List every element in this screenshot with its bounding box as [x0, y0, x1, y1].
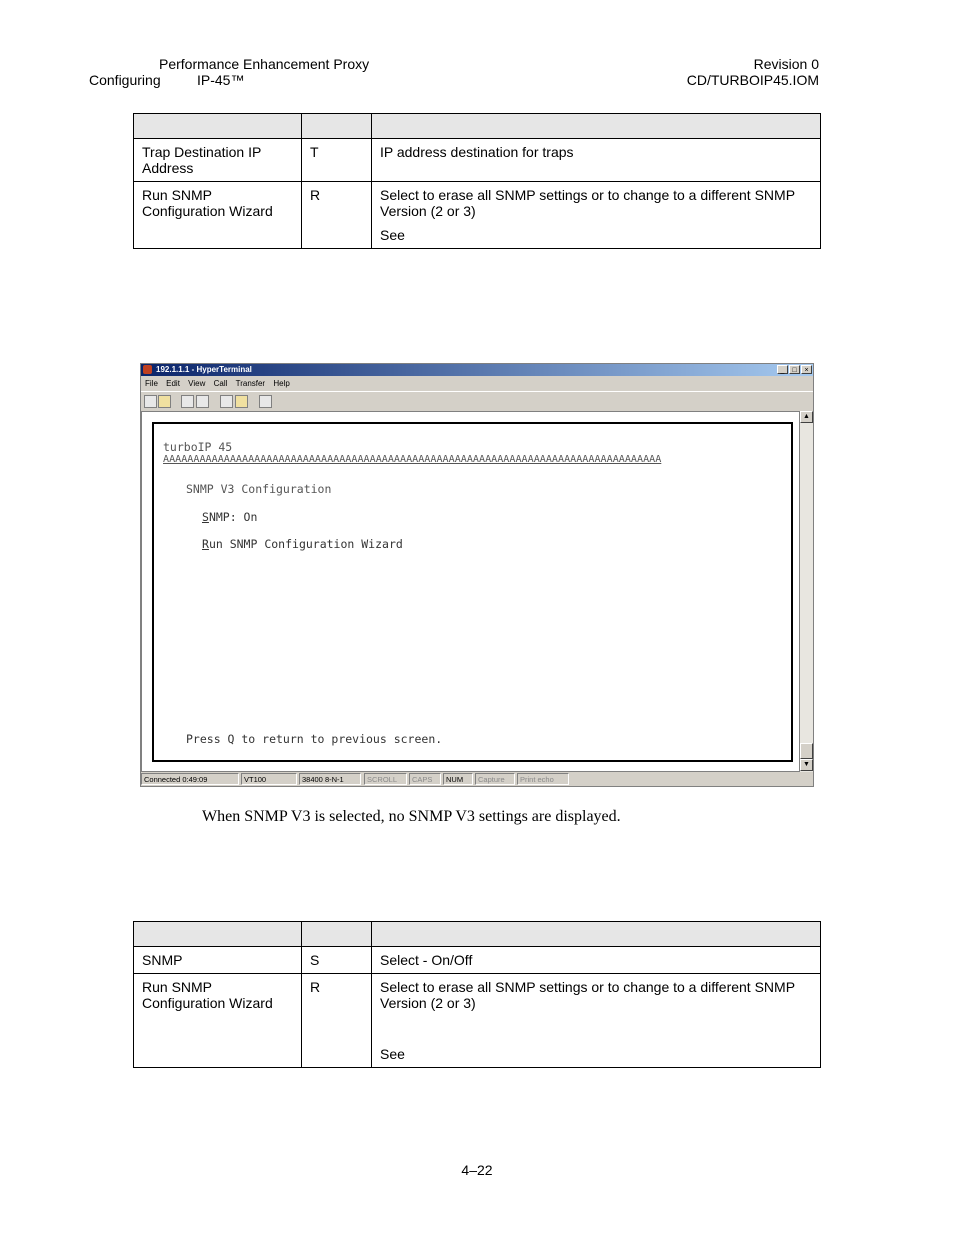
table-row: [134, 139, 821, 182]
caption-text: When SNMP V3 is selected, no SNMP V3 settings are displayed.: [202, 808, 621, 825]
status-print-echo: Print echo: [517, 773, 569, 785]
header-product: IP-45™: [197, 72, 245, 88]
send-icon[interactable]: [220, 395, 233, 408]
header-doc-title: Performance Enhancement Proxy: [159, 56, 370, 72]
new-icon[interactable]: [144, 395, 157, 408]
minimize-icon[interactable]: _: [777, 365, 788, 374]
header-revision: Revision 0: [753, 56, 819, 72]
settings-table-1: [133, 113, 821, 249]
row-key: R: [302, 974, 372, 1068]
row-key: R: [302, 182, 372, 249]
maximize-icon[interactable]: □: [789, 365, 800, 374]
menu-transfer[interactable]: Transfer: [235, 379, 266, 388]
status-connected: Connected 0:49:09: [141, 773, 239, 785]
menu-edit[interactable]: Edit: [166, 379, 180, 388]
row-desc-cell: [372, 974, 821, 1068]
table-header-row: [134, 114, 821, 139]
table-row: [134, 182, 821, 249]
row-name: SNMP: [134, 947, 302, 974]
row-desc: IP address destination for traps: [372, 139, 821, 182]
terminal-product-line: turboIP 45: [163, 440, 233, 454]
row-name: Run SNMP Configuration Wizard: [134, 974, 302, 1068]
table-row: [134, 974, 821, 1068]
terminal-wizard-option[interactable]: Run SNMP Configuration Wizard: [202, 537, 403, 551]
table-header-row: [134, 922, 821, 947]
window-titlebar: [141, 364, 813, 376]
status-caps: CAPS: [409, 773, 441, 785]
header-section: Configuring: [89, 72, 161, 88]
disconnect-icon[interactable]: [196, 395, 209, 408]
status-emulation: VT100: [241, 773, 297, 785]
toolbar: [141, 391, 813, 412]
terminal-screen-title: SNMP V3 Configuration: [186, 482, 332, 496]
header-doc-number: CD/TURBOIP45.IOM: [686, 72, 819, 88]
window-title: 192.1.1.1 - HyperTerminal: [156, 365, 252, 374]
open-icon[interactable]: [158, 395, 171, 408]
row-desc: Select to erase all SNMP settings or to change to a different SNMP Version (2 or 3): [380, 187, 795, 219]
menu-bar: [141, 377, 292, 390]
status-capture: Capture: [475, 773, 515, 785]
page-number: 4–22: [461, 1162, 493, 1178]
row-name: Trap Destination IP Address: [134, 139, 302, 182]
terminal-area[interactable]: [141, 411, 800, 772]
scroll-thumb[interactable]: [800, 743, 813, 759]
menu-view[interactable]: View: [188, 379, 206, 388]
terminal-snmp-option[interactable]: SNMP: On: [202, 510, 258, 524]
settings-table-2: [133, 921, 821, 1068]
row-desc: Select - On/Off: [372, 947, 821, 974]
close-icon[interactable]: ×: [801, 365, 812, 374]
table-row: [134, 947, 821, 974]
row-see-reference: See: [380, 1046, 405, 1062]
status-settings: 38400 8-N-1: [299, 773, 361, 785]
row-name: Run SNMP Configuration Wizard: [134, 182, 302, 249]
status-bar: [141, 773, 813, 786]
row-desc-cell: [372, 182, 821, 249]
row-key: T: [302, 139, 372, 182]
vertical-scrollbar[interactable]: [800, 411, 813, 772]
row-desc: Select to erase all SNMP settings or to change to a different SNMP Version (2 or 3): [380, 979, 795, 1011]
row-key: S: [302, 947, 372, 974]
terminal-rule-line: AAAAAAAAAAAAAAAAAAAAAAAAAAAAAAAAAAAAAAAAAAAAAAAAAAAAAAAAAAAAAAAAAAAAAAAAAAAAAAAAAA: [163, 454, 662, 465]
scroll-down-icon[interactable]: ▼: [800, 759, 813, 771]
hyperterminal-icon: [143, 365, 152, 374]
properties-icon[interactable]: [259, 395, 272, 408]
row-see-reference: See: [380, 227, 405, 243]
menu-help[interactable]: Help: [273, 379, 290, 388]
status-scroll: SCROLL: [364, 773, 407, 785]
terminal-press-q: Press Q to return to previous screen.: [186, 732, 443, 746]
scroll-up-icon[interactable]: ▲: [800, 411, 813, 423]
menu-file[interactable]: File: [145, 379, 158, 388]
hyperterminal-window: [140, 363, 814, 787]
connect-icon[interactable]: [181, 395, 194, 408]
status-num: NUM: [443, 773, 473, 785]
receive-icon[interactable]: [235, 395, 248, 408]
menu-call[interactable]: Call: [213, 379, 228, 388]
